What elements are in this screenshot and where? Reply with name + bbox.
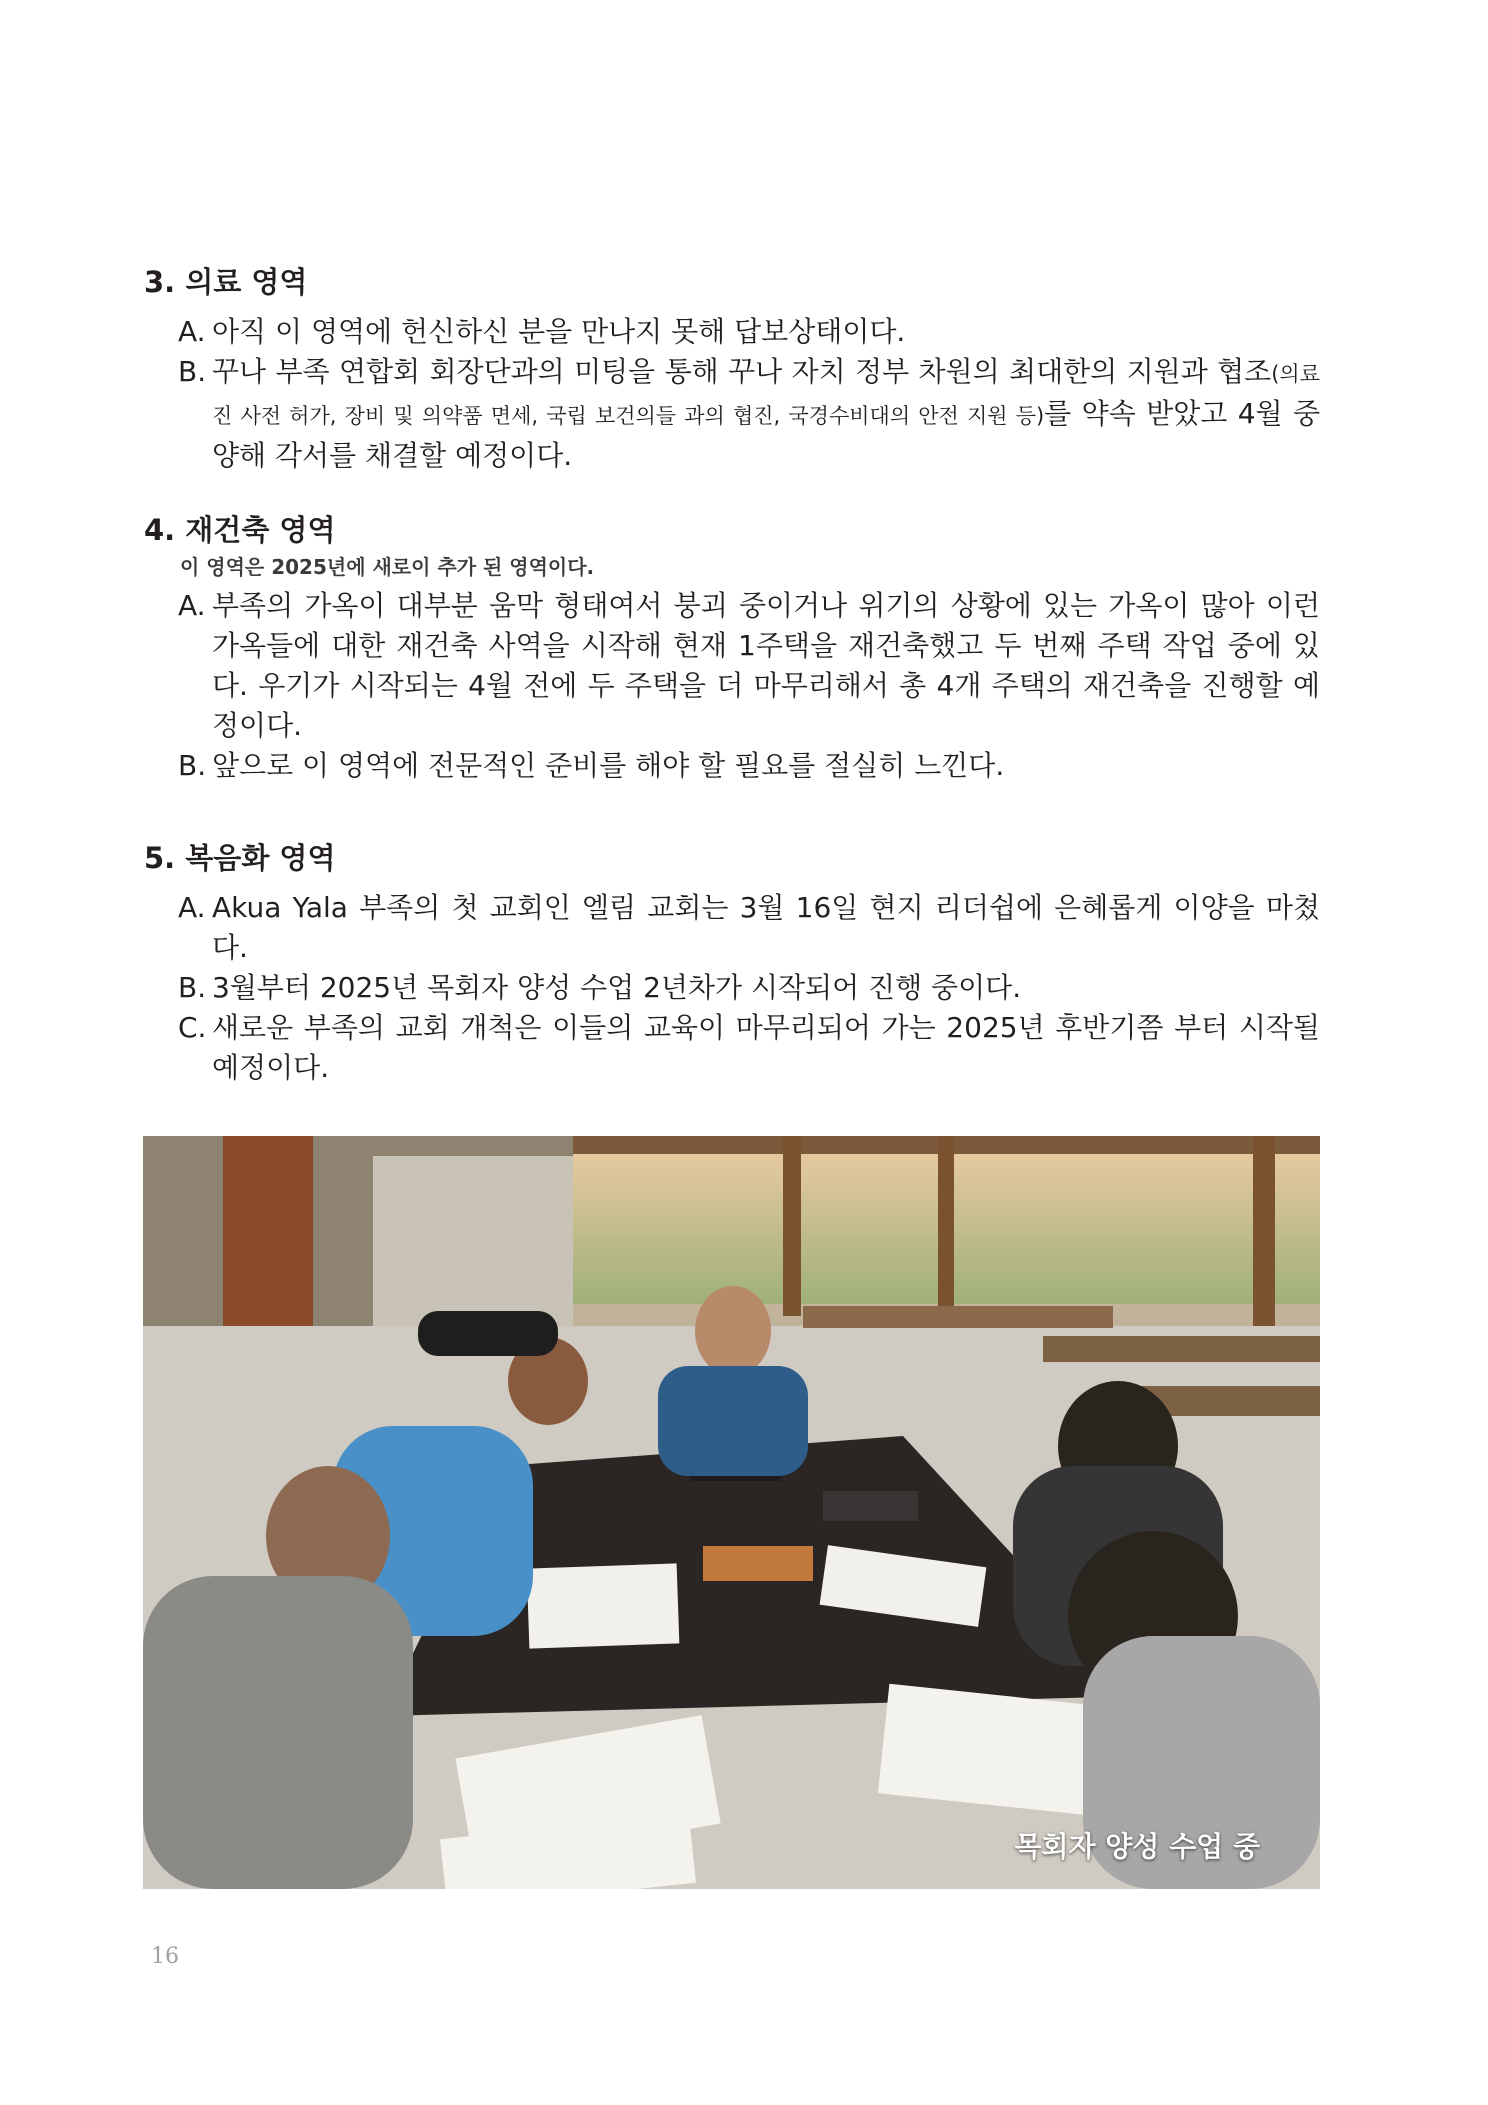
section-heading: 4. 재건축 영역 <box>144 513 336 547</box>
list-item <box>144 1008 1320 1088</box>
item-text: 를 약속 받았고 4월 중양해 각서를 채결할 예정이다. <box>212 397 1320 472</box>
class-photo <box>143 1136 1320 1889</box>
item-text: 꾸나 부족 연합회 회장단과의 미팅을 통해 꾸나 자치 정부 차원의 최대한의 지원과 협조 <box>212 355 1272 388</box>
list-item <box>144 312 1320 352</box>
list-item <box>144 586 1320 746</box>
list-item <box>144 968 1320 1008</box>
photo-caption: 목회자 양성 수업 중 <box>1014 1830 1260 1863</box>
page-number: 16 <box>151 1944 179 1969</box>
item-marker: B. <box>178 355 207 388</box>
item-text: 아직 이 영역에 헌신하신 분을 만나지 못해 답보상태이다. <box>212 315 906 348</box>
section-evangelism <box>144 838 1320 1088</box>
section-reconstruction <box>144 510 1320 786</box>
item-text: 3월부터 2025년 목회자 양성 수업 2년차가 시작되어 진행 중이다. <box>212 971 1022 1004</box>
item-marker: A. <box>178 315 206 348</box>
section-note: 이 영역은 2025년에 새로이 추가 된 영역이다. <box>180 555 595 579</box>
item-small-text: (의료진 사전 허가, 장비 및 의약품 면세, 국립 보건의들 과의 협진, 국경수비대의 안전 지원 등) <box>212 362 1320 428</box>
item-marker: B. <box>178 749 207 782</box>
item-marker: B. <box>178 971 207 1004</box>
item-list <box>144 888 1320 1088</box>
photo-illustration <box>143 1136 1320 1889</box>
item-text: 앞으로 이 영역에 전문적인 준비를 해야 할 필요를 절실히 느낀다. <box>212 749 1005 782</box>
item-marker: A. <box>178 589 206 622</box>
section-heading: 5. 복음화 영역 <box>144 841 336 875</box>
item-marker: C. <box>178 1011 207 1044</box>
item-list <box>144 312 1320 476</box>
item-text: 부족의 가옥이 대부분 움막 형태여서 붕괴 중이거나 위기의 상황에 있는 가옥이 많아 이런 가옥들에 대한 재건축 사역을 시작해 현재 1주택을 재건축했고 두 번째 주택 작업 중에 있다. 우기가 시작되는 4월 전에 두 주택을 더 마무리해서 총 4개 주택의 재건축을 진행할 예정이다. <box>212 589 1320 742</box>
item-list <box>144 586 1320 786</box>
item-text: Akua Yala 부족의 첫 교회인 엘림 교회는 3월 16일 현지 리더쉽에 은혜롭게 이양을 마쳤다. <box>212 891 1320 964</box>
section-medical <box>144 262 1320 476</box>
item-marker: A. <box>178 891 206 924</box>
section-heading: 3. 의료 영역 <box>144 265 308 299</box>
list-item <box>144 746 1320 786</box>
list-item <box>144 352 1320 476</box>
list-item <box>144 888 1320 968</box>
item-text: 새로운 부족의 교회 개척은 이들의 교육이 마무리되어 가는 2025년 후반기쯤 부터 시작될 예정이다. <box>212 1011 1320 1084</box>
